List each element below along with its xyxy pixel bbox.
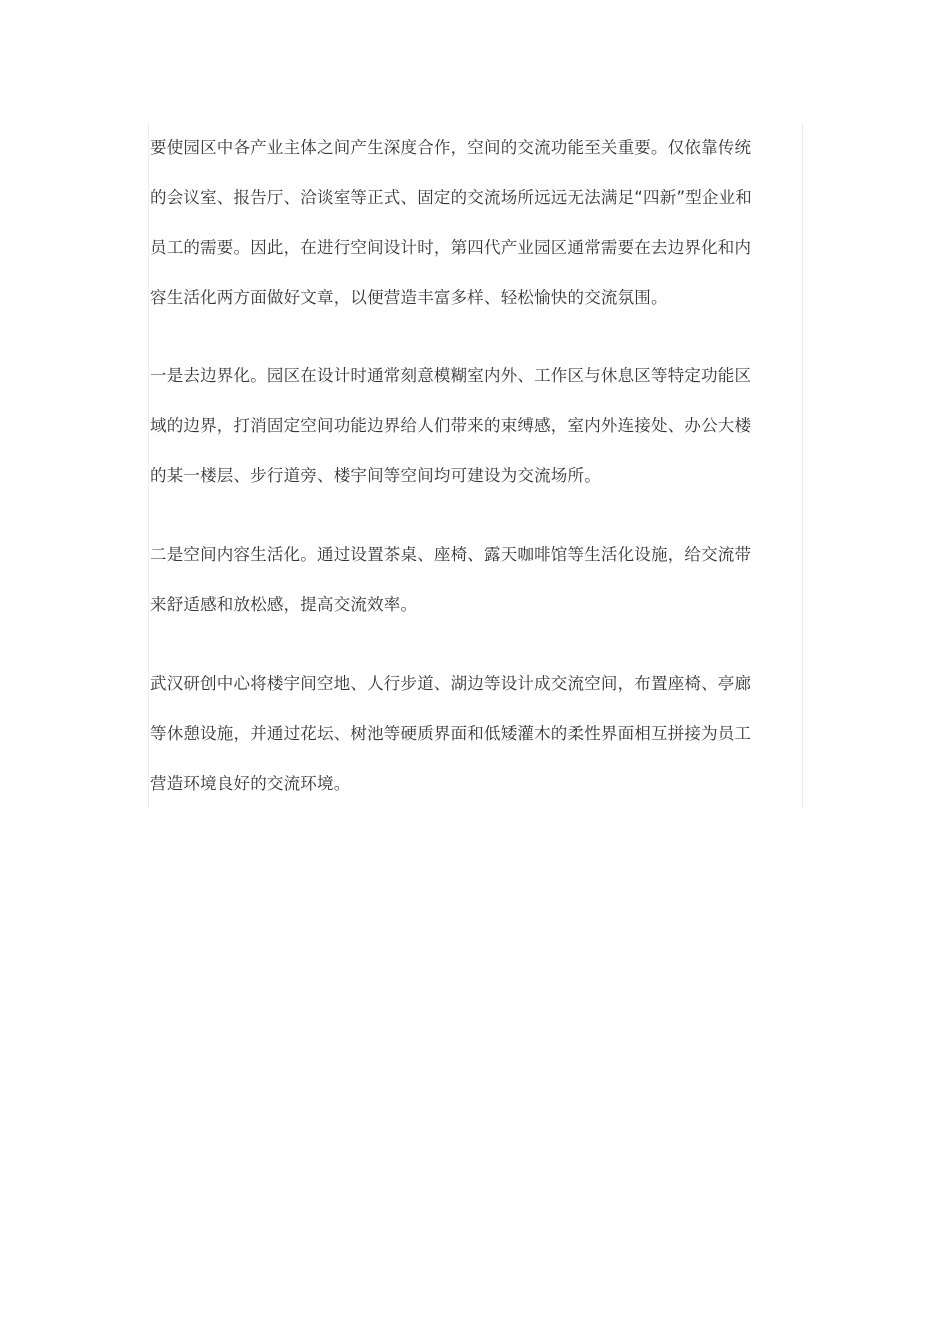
paragraph-lifestyle-content: 二是空间内容生活化。通过设置茶桌、座椅、露天咖啡馆等生活化设施，给交流带来舒适感和放松感，提高交流效率。 bbox=[150, 545, 752, 614]
paragraph-wuhan-example: 武汉研创中心将楼宇间空地、人行步道、湖边等设计成交流空间，布置座椅、亭廊等休憩设施，并通过花坛、树池等硬质界面和低矮灌木的柔性界面相互拼接为员工营造环境良好的交流环境。 bbox=[150, 674, 752, 793]
paragraph-intro: 要使园区中各产业主体之间产生深度合作，空间的交流功能至关重要。仅依靠传统的会议室、报告厅、洽谈室等正式、固定的交流场所远远无法满足“四新”型企业和员工的需要。因此，在进行空间设计时，第四代产业园区通常需要在去边界化和内容生活化两方面做好文章，以便营造丰富多样、轻松愉快的交流氛围。 bbox=[150, 138, 752, 307]
paragraph-de-boundary: 一是去边界化。园区在设计时通常刻意模糊室内外、工作区与休息区等特定功能区域的边界，打消固定空间功能边界给人们带来的束缚感，室内外连接处、办公大楼的某一楼层、步行道旁、楼宇间等空间均可建设为交流场所。 bbox=[150, 366, 752, 485]
